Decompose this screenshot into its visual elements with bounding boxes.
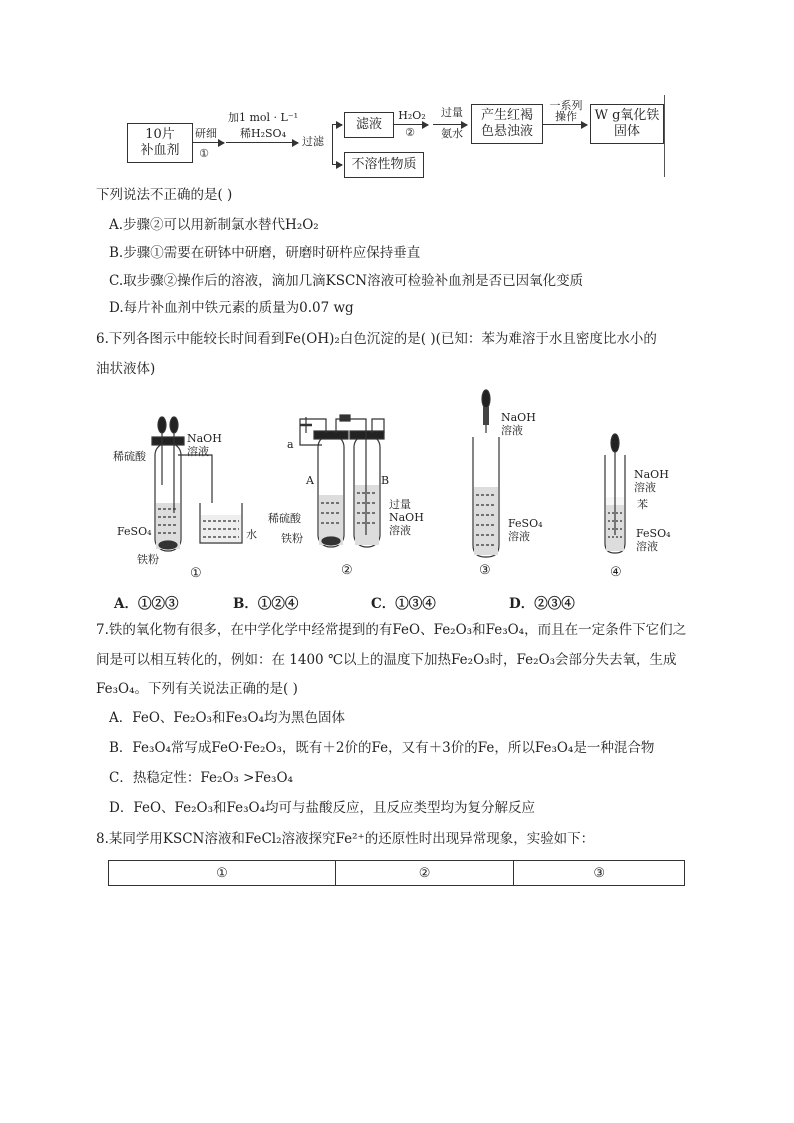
flow-box-filtrate: 滤液 [344, 112, 394, 138]
flow-box-insoluble: 不溶性物质 [344, 152, 424, 178]
flow-step-h2o2: H₂O₂ [398, 109, 426, 122]
fig2-label-acid: 稀硫酸 [268, 512, 301, 525]
fig4-apparatus [605, 434, 625, 553]
fig1-label-acid: 稀硫酸 [113, 450, 146, 463]
q6-apparatus-figures [100, 385, 690, 585]
flow-arrow-branch-bottom [332, 164, 342, 165]
q7-stem-line1: 7.铁的氧化物有很多，在中学化学中经常提到的有FeO、Fe₂O₃和Fe₃O₄，而且在一定条件下它们之 [96, 622, 687, 638]
fig2-label-a: a [287, 438, 294, 451]
fig1-label-feso4: FeSO₄ [117, 525, 152, 538]
fig2-label-excess: 过量 NaOH 溶液 [389, 498, 424, 537]
flow-step-h2o2-num: ② [405, 126, 415, 139]
fig1-number: ① [190, 566, 202, 581]
q8-col-2: ② [335, 861, 514, 886]
fig1-label-naoh: NaOH 溶液 [187, 432, 222, 458]
flow-box-tablets: 10片 补血剂 [127, 123, 193, 163]
flow-step-acid-2: 稀H₂SO₄ [240, 127, 286, 140]
fig1-label-water: 水 [246, 528, 257, 541]
q7-option-d[interactable]: D．FeO、Fe₂O₃和Fe₃O₄均可与盐酸反应，且反应类型均为复分解反应 [109, 800, 536, 816]
q6-option-b[interactable]: B．①②④ [233, 596, 299, 612]
q7-option-a[interactable]: A．FeO、Fe₂O₃和Fe₃O₄均为黑色固体 [109, 710, 345, 726]
fig4-label-benzene: 苯 [637, 498, 648, 511]
fig1-label-iron: 铁粉 [137, 553, 159, 566]
q7-option-c[interactable]: C．热稳定性：Fe₂O₃ >Fe₃O₄ [109, 770, 293, 786]
flow-step-series: 一系列 [549, 99, 583, 112]
q6-option-c[interactable]: C．①③④ [371, 596, 436, 612]
fig2-number: ② [341, 563, 353, 578]
fig3-label-feso4: FeSO₄ 溶液 [508, 517, 543, 543]
flow-arrow-5 [433, 124, 467, 125]
q7-option-b[interactable]: B．Fe₃O₄常写成FeO·Fe₂O₃，既有＋2价的Fe，又有＋3价的Fe，所以Fe₃O₄是一种混合物 [109, 740, 655, 756]
flow-arrow-4 [394, 124, 428, 125]
q6-option-d[interactable]: D．②③④ [509, 596, 575, 612]
flow-step-grind-num: ① [199, 147, 209, 160]
q7-stem-line3: Fe₃O₄。下列有关说法正确的是( ) [96, 681, 298, 697]
flow-step-ammonia: 过量 [441, 106, 463, 119]
q5-option-c[interactable]: C.取步骤②操作后的溶液，滴加几滴KSCN溶液可检验补血剂是否已因氧化变质 [109, 273, 584, 289]
q8-table [108, 860, 685, 886]
flow-step-grind: 研细 [195, 127, 217, 140]
fig3-label-naoh: NaOH 溶液 [501, 411, 536, 437]
q5-option-a[interactable]: A.步骤②可以用新制氯水替代H₂O₂ [109, 217, 319, 233]
fig4-label-naoh: NaOH 溶液 [634, 468, 669, 494]
flow-right-border [664, 95, 665, 177]
fig4-label-feso4: FeSO₄ 溶液 [636, 527, 671, 553]
flow-box-final: W g氧化铁 固体 [590, 104, 664, 144]
flow-box-suspension: 产生红褐 色悬浊液 [471, 104, 543, 144]
fig2-label-iron: 铁粉 [281, 532, 303, 545]
fig2-label-A: A [306, 474, 314, 487]
flow-step-acid: 加1 mol · L⁻¹ [227, 111, 299, 124]
fig3-apparatus [473, 390, 499, 557]
flow-arrow-6 [543, 124, 587, 125]
flow-step-series-2: 操作 [555, 110, 577, 123]
flow-arrow-branch-top [332, 124, 342, 125]
q8-col-3: ③ [514, 861, 685, 886]
q8-stem: 8.某同学用KSCN溶液和FeCl₂溶液探究Fe²⁺的还原性时出现异常现象，实验如下： [96, 831, 595, 847]
flow-step-ammonia-2: 氨水 [441, 127, 463, 140]
fig2-label-B: B [381, 474, 390, 487]
fig4-number: ④ [610, 565, 622, 580]
flow-arrow-2 [226, 142, 298, 143]
q5-stem: 下列说法不正确的是( ) [96, 187, 233, 203]
q6-option-a[interactable]: A．①②③ [114, 596, 179, 612]
flow-step-filter: 过滤 [302, 135, 324, 148]
fig3-number: ③ [479, 563, 491, 578]
flow-branch-vertical [332, 124, 333, 164]
table-row [109, 861, 685, 886]
q7-stem-line2: 间是可以相互转化的，例如：在 1400 ℃以上的温度下加热Fe₂O₃时，Fe₂O₃会部分失去氧，生成 [96, 652, 677, 668]
q6-stem-line1: 6.下列各图示中能较长时间看到Fe(OH)₂白色沉淀的是( )(已知：苯为难溶于水且密度比水小的 [96, 331, 657, 347]
q6-stem-line2: 油状液体) [96, 361, 156, 377]
q5-option-b[interactable]: B.步骤①需要在研钵中研磨，研磨时研杵应保持垂直 [109, 245, 421, 261]
flow-arrow-1 [193, 142, 224, 143]
q8-col-1: ① [109, 861, 336, 886]
q5-option-d[interactable]: D.每片补血剂中铁元素的质量为0.07 wg [109, 300, 354, 316]
